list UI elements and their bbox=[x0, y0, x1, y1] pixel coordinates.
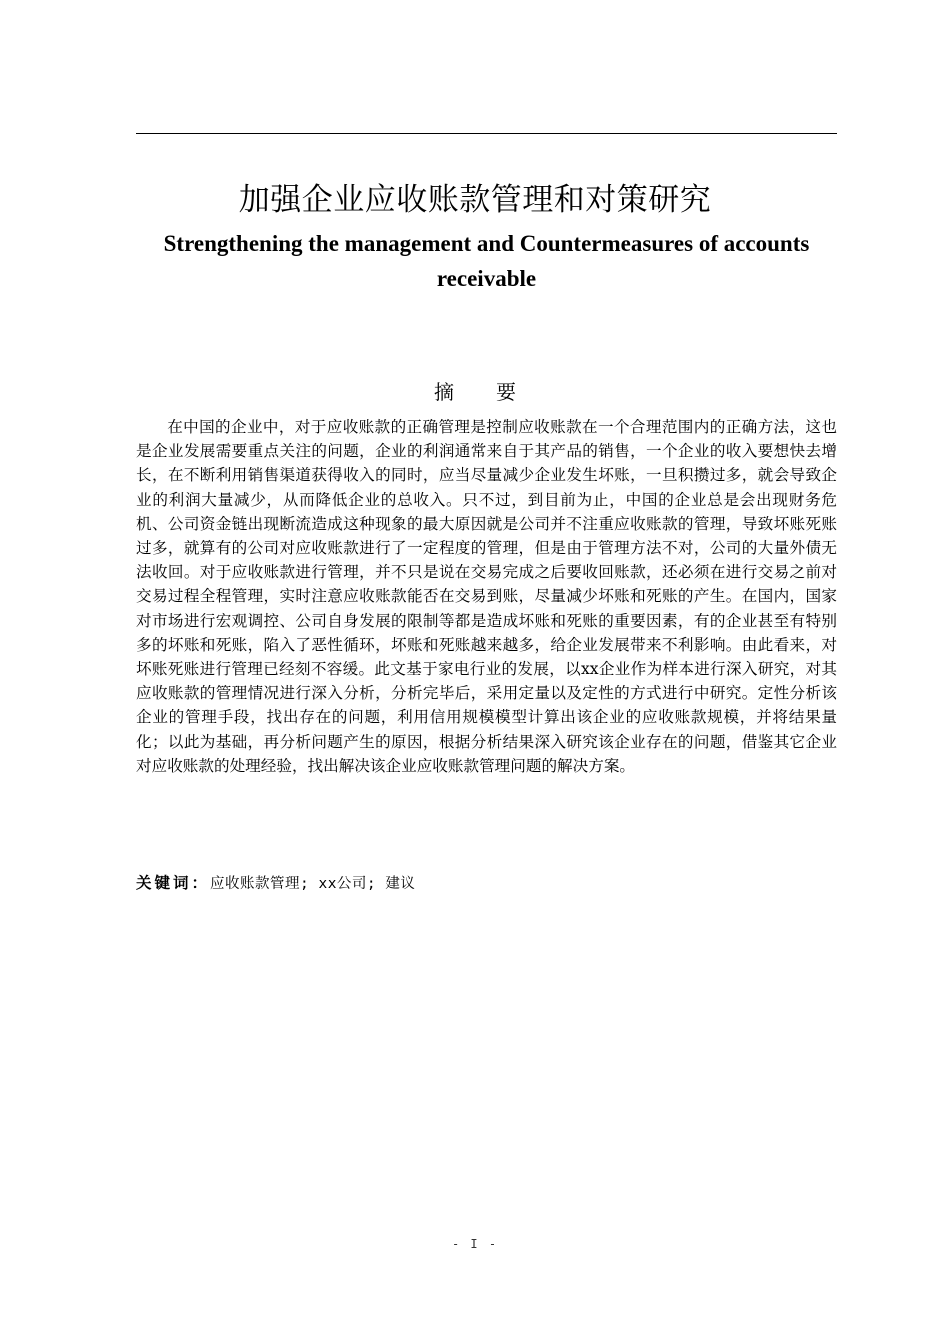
keywords-line bbox=[136, 871, 837, 896]
title-chinese: 加强企业应收账款管理和对策研究 bbox=[238, 182, 712, 218]
abstract-body: 在中国的企业中，对于应收账款的正确管理是控制应收账款在一个合理范围内的正确方法，这也是企业发展需要重点关注的问题，企业的利润通常来自于其产品的销售，一个企业的收入要想快去增长，在不断利用销售渠道获得收入的同时，应当尽量减少企业发生坏账，一旦积攒过多，就会导致企业的利润大量减少，从而降低企业的总收入。只不过，到目前为止，中国的企业总是会出现财务危机、公司资金链出现断流造成这种现象的最大原因就是公司并不注重应收账款的管理，导致坏账死账过多，就算有的公司对应收账款进行了一定程度的管理，但是由于管理方法不对，公司的大量外债无法收回。对于应收账款进行管理，并不只是说在交易完成之后要收回账款，还必须在进行交易之前对交易过程全程管理，实时注意应收账款能否在交易到账，尽量减少坏账和死账的产生。在国内，国家对市场进行宏观调控、公司自身发展的限制等都是造成坏账和死账的重要因素，有的企业甚至有特别多的坏账和死账，陷入了恶性循环，坏账和死账越来越多，给企业发展带来不利影响。由此看来，对坏账死账进行管理已经刻不容缓。此文基于家电行业的发展，以xx企业作为样本进行深入研究，对其应收账款的管理情况进行深入分析，分析完毕后，采用定量以及定性的方式进行中研究。定性分析该企业的管理手段，找出存在的问题，利用信用规模模型计算出该企业的应收账款规模，并将结果量化；以此为基础，再分析问题产生的原因，根据分析结果深入研究该企业存在的问题，借鉴其它企业对应收账款的处理经验，找出解决该企业应收账款管理问题的解决方案。 bbox=[136, 418, 837, 775]
abstract-heading: 摘要 bbox=[434, 380, 558, 404]
title-english: Strengthening the management and Countermeasures of accounts receivable bbox=[163, 231, 810, 291]
header-rule bbox=[136, 133, 837, 134]
keywords-label: 关键词： bbox=[136, 874, 211, 892]
page-number: - I - bbox=[451, 1237, 499, 1251]
keywords-value: 应收账款管理; xx公司; 建议 bbox=[210, 876, 416, 892]
